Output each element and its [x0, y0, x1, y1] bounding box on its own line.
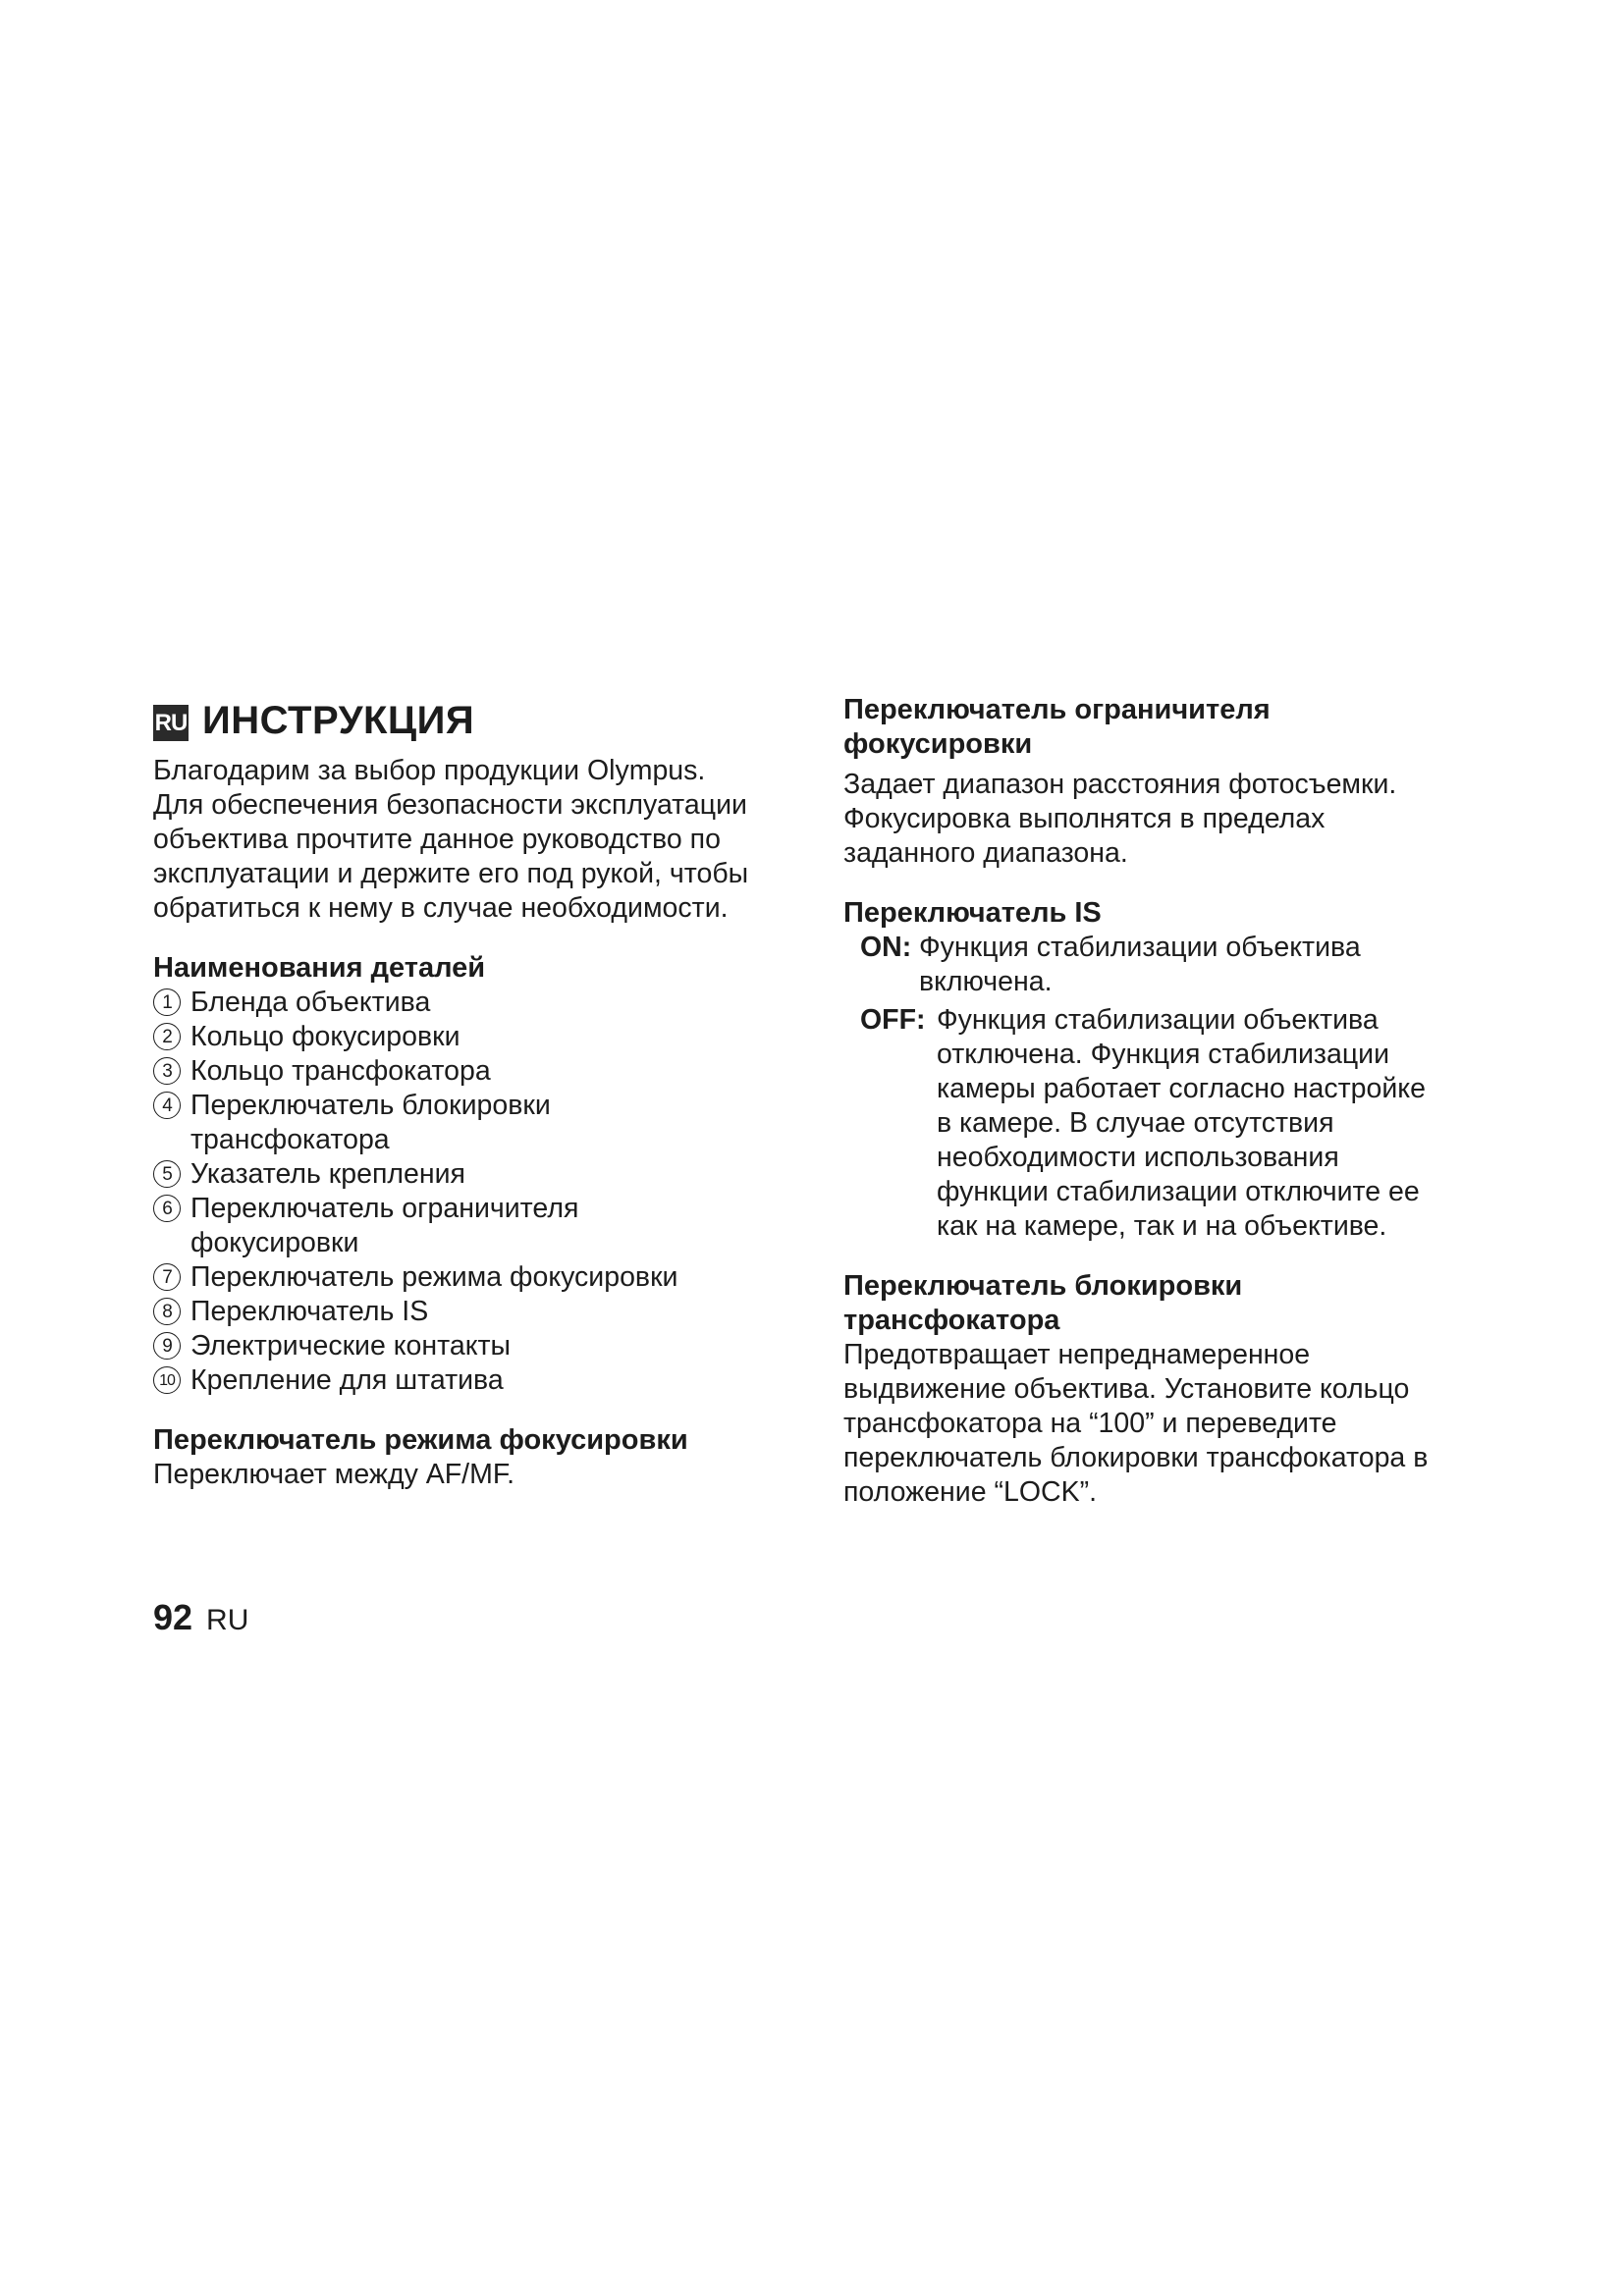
- item-number: 9: [153, 1332, 181, 1360]
- on-text-line: включена.: [919, 966, 1053, 997]
- item-label: Электрические контакты: [190, 1330, 512, 1362]
- zoom-lock-section: [843, 1269, 1491, 1510]
- intro-line: Благодарим за выбор продукции Olympus.: [153, 755, 706, 786]
- right-column: [843, 693, 1491, 1510]
- item-label: Кольцо фокусировки: [190, 1021, 460, 1052]
- zoom-lock-heading: Переключатель блокировки: [843, 1270, 1243, 1302]
- off-text-line: как на камере, так и на объективе.: [937, 1210, 1387, 1242]
- off-text-line: отключена. Функция стабилизации: [937, 1039, 1389, 1070]
- list-item: [153, 1020, 801, 1054]
- item-label: Указатель крепления: [190, 1158, 465, 1190]
- limiter-heading-continued: фокусировки: [843, 728, 1033, 760]
- list-item: [153, 1192, 801, 1260]
- off-text-line: Функция стабилизации объектива: [937, 1004, 1379, 1036]
- item-number: 7: [153, 1263, 181, 1291]
- item-number: 2: [153, 1023, 181, 1050]
- zoom-lock-text-line: Предотвращает непреднамеренное: [843, 1339, 1311, 1370]
- list-item: [153, 1363, 801, 1398]
- off-text-line: необходимости использования: [937, 1142, 1339, 1173]
- list-item: [153, 1089, 801, 1157]
- limiter-text-line: заданного диапазона.: [843, 837, 1128, 869]
- item-label: Переключатель ограничителя: [190, 1193, 579, 1224]
- item-label-continued: фокусировки: [190, 1227, 359, 1258]
- limiter-heading: Переключатель ограничителя: [843, 694, 1271, 725]
- intro-line: Для обеспечения безопасности эксплуатации: [153, 789, 747, 821]
- limiter-text-line: Фокусировка выполнятся в пределах: [843, 803, 1326, 834]
- item-label: Крепление для штатива: [190, 1364, 504, 1396]
- limiter-section: [843, 693, 1491, 871]
- page-title: ИНСТРУКЦИЯ: [202, 698, 475, 742]
- parts-heading: Наименования деталей: [153, 952, 486, 984]
- item-label-continued: трансфокатора: [190, 1124, 390, 1155]
- is-switch-section: [843, 896, 1491, 1244]
- item-label: Бленда объектива: [190, 987, 431, 1018]
- left-column: [153, 693, 801, 1492]
- language-badge: RU: [153, 705, 189, 741]
- intro-line: эксплуатации и держите его под рукой, чтобы: [153, 858, 749, 889]
- title-row: [153, 693, 801, 748]
- list-item: [153, 1329, 801, 1363]
- focus-mode-text: Переключает между AF/MF.: [153, 1459, 515, 1490]
- intro-line: обратиться к нему в случае необходимости.: [153, 892, 729, 924]
- list-item: [153, 1260, 801, 1295]
- item-number: 5: [153, 1160, 181, 1188]
- intro-paragraph: [153, 754, 801, 926]
- page-footer: [153, 1597, 248, 1638]
- list-item: [153, 986, 801, 1020]
- list-item: [153, 1295, 801, 1329]
- item-number: 6: [153, 1195, 181, 1222]
- is-on-row: [843, 931, 1491, 999]
- zoom-lock-text-line: положение “LOCK”.: [843, 1476, 1097, 1508]
- intro-line: объектива прочтите данное руководство по: [153, 824, 721, 855]
- is-off-row: [843, 1003, 1491, 1244]
- item-number: 10: [153, 1366, 181, 1394]
- item-number: 1: [153, 988, 181, 1016]
- zoom-lock-text-line: выдвижение объектива. Установите кольцо: [843, 1373, 1410, 1405]
- zoom-lock-text-line: переключатель блокировки трансфокатора в: [843, 1442, 1429, 1473]
- off-text-line: в камере. В случае отсутствия: [937, 1107, 1334, 1139]
- item-number: 3: [153, 1057, 181, 1085]
- parts-list: [153, 986, 801, 1398]
- item-label: Переключатель режима фокусировки: [190, 1261, 678, 1293]
- item-label: Переключатель IS: [190, 1296, 429, 1327]
- on-label: ON:: [860, 932, 912, 963]
- item-label: Кольцо трансфокатора: [190, 1055, 491, 1087]
- zoom-lock-heading-continued: трансфокатора: [843, 1305, 1060, 1336]
- footer-language: RU: [206, 1604, 249, 1636]
- zoom-lock-text-line: трансфокатора на “100” и переведите: [843, 1408, 1337, 1439]
- focus-mode-heading: Переключатель режима фокусировки: [153, 1424, 688, 1456]
- off-text-line: функции стабилизации отключите ее: [937, 1176, 1420, 1207]
- is-switch-heading: Переключатель IS: [843, 897, 1102, 929]
- list-item: [153, 1054, 801, 1089]
- on-text-line: Функция стабилизации объектива: [919, 932, 1361, 963]
- list-item: [153, 1157, 801, 1192]
- item-number: 8: [153, 1298, 181, 1325]
- item-number: 4: [153, 1092, 181, 1119]
- page-number: 92: [153, 1597, 193, 1637]
- off-text-line: камеры работает согласно настройке: [937, 1073, 1426, 1104]
- limiter-text-line: Задает диапазон расстояния фотосъемки.: [843, 769, 1397, 800]
- item-label: Переключатель блокировки: [190, 1090, 551, 1121]
- off-label: OFF:: [860, 1004, 926, 1036]
